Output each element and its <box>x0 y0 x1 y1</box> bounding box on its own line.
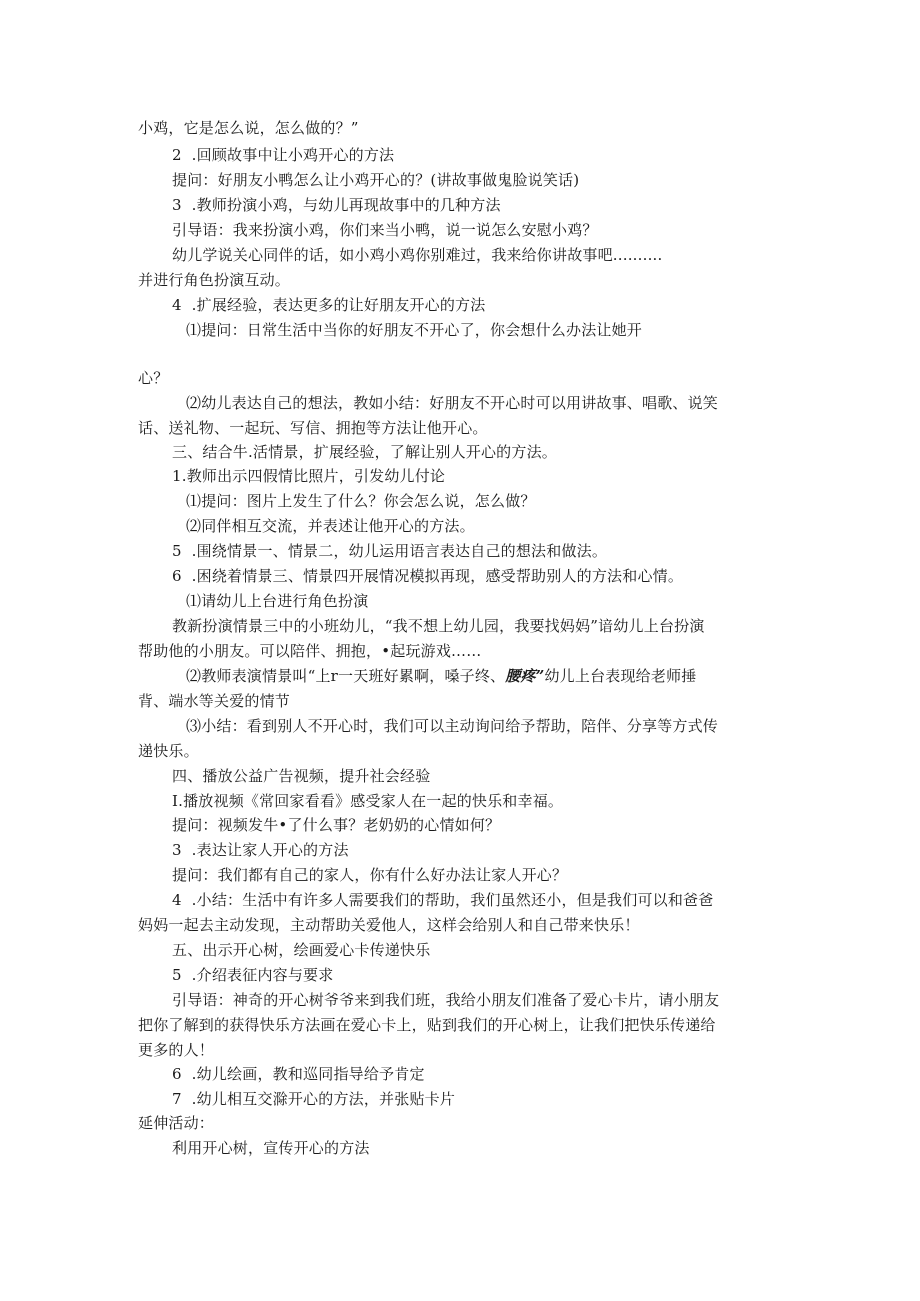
text-line: 7 .幼儿相互交滁开心的方法，并张贴卡片 <box>172 1090 456 1108</box>
text-line: 引导语：我来扮演小鸡，你们来当小鸭，说一说怎么安慰小鸡？ <box>172 221 598 239</box>
text-line: 提问：视频发牛•了什么事？老奶奶的心情如何？ <box>172 816 501 834</box>
text-line: 话、送礼物、一起玩、写信、拥抱等方法让他开心。 <box>138 419 488 437</box>
text-line: ⑴提问：图片上发生了什么？你会怎么说，怎么做？ <box>186 492 536 510</box>
text-line: 帮助他的小朋友。可以陪伴、拥抱，•起玩游戏…… <box>138 642 482 660</box>
text-line: 5 .介绍表征内容与要求 <box>172 966 334 984</box>
text-line: I.播放视频《常回家看看》感受家人在一起的快乐和幸福。 <box>172 792 564 810</box>
text-line: 幼儿学说关心同伴的话，如小鸡小鸡你别难过，我来给你讲故事吧.......... <box>172 246 663 264</box>
text-line: 把你了解到的获得快乐方法画在爱心卡上，贴到我们的开心树上，让我们把快乐传递给 <box>138 1016 716 1034</box>
text-line: 小鸡，它是怎么说，怎么做的？” <box>138 119 359 137</box>
text-line: 背、端水等关爱的情节 <box>138 692 291 710</box>
text-line: 延伸活动： <box>138 1114 215 1132</box>
text-line: 更多的人！ <box>138 1041 215 1059</box>
text-line: 提问：好朋友小鸭怎么让小鸡开心的？(讲故事做鬼脸说笑话) <box>172 171 580 189</box>
text-line: 4 .小结：生活中有许多人需要我们的帮助，我们虽然还小，但是我们可以和爸爸 <box>172 891 714 909</box>
text-line: 妈妈一起去主动发现，主动帮助关爱他人，这样会给别人和自己带来快乐！ <box>138 916 640 934</box>
text-line: ⑶小结：看到别人不开心时，我们可以主动询问给予帮助，陪伴、分享等方式传 <box>186 717 719 735</box>
text-line: 心？ <box>138 369 169 387</box>
text-line: ⑴提问：日常生活中当你的好朋友不开心了，你会想什么办法让她开 <box>186 321 643 339</box>
text-span: 幼儿上台表现给老师捶 <box>544 667 697 685</box>
text-line: 5 .围绕情景一、情景二，幼儿运用语言表达自己的想法和做法。 <box>172 542 608 560</box>
text-line: 2 .回顾故事中让小鸡开心的方法 <box>172 146 395 164</box>
text-line: 五、出示开心树，绘画爱心卡传递快乐 <box>172 941 431 959</box>
text-line: 三、结合牛.活情景，扩展经验，了解让别人开心的方法。 <box>172 443 557 461</box>
text-line: ⑵同伴相互交流，并表述让他开心的方法。 <box>186 517 475 535</box>
text-line: ⑵幼儿表达自己的想法，教如小结：好朋友不开心时可以用讲故事、唱歌、说笑 <box>186 394 719 412</box>
emphasis-text: 腰疼” <box>505 667 545 685</box>
text-line: 引导语：神奇的开心树爷爷来到我们班，我给小朋友们准备了爱心卡片，请小朋友 <box>172 991 720 1009</box>
text-line: 3 .表达让家人开心的方法 <box>172 841 349 859</box>
text-line: 提问：我们都有自己的家人，你有什么好办法让家人开心？ <box>172 866 568 884</box>
text-line: 4 .扩展经验，表达更多的让好朋友开心的方法 <box>172 296 486 314</box>
text-line: 1.教师出示四假情比照片，引发幼儿付论 <box>172 467 446 485</box>
text-line: 教新扮演情景三中的小班幼儿，“我不想上幼儿园，我要找妈妈”谙幼儿上台扮演 <box>172 617 705 635</box>
text-line: 递快乐。 <box>138 742 199 760</box>
text-line: 并进行角色扮演互动。 <box>138 271 291 289</box>
text-line: 四、播放公益广告视频，提升社会经验 <box>172 767 431 785</box>
text-line: 利用开心树，宣传开心的方法 <box>172 1139 370 1157</box>
text-line: ⑴请幼儿上台进行角色扮演 <box>186 592 369 610</box>
text-line: 6 .困绕着情景三、情景四开展情况模拟再现，感受帮助别人的方法和心情。 <box>172 567 684 585</box>
text-span: ⑵教师表演情景叫“上r一天班好累啊，嗓子终、 <box>186 667 506 685</box>
text-line: 3 .教师扮演小鸡，与幼儿再现故事中的几种方法 <box>172 196 501 214</box>
text-line: 6 .幼儿绘画，教和巡同指导给予肯定 <box>172 1065 425 1083</box>
text-line <box>186 666 788 686</box>
